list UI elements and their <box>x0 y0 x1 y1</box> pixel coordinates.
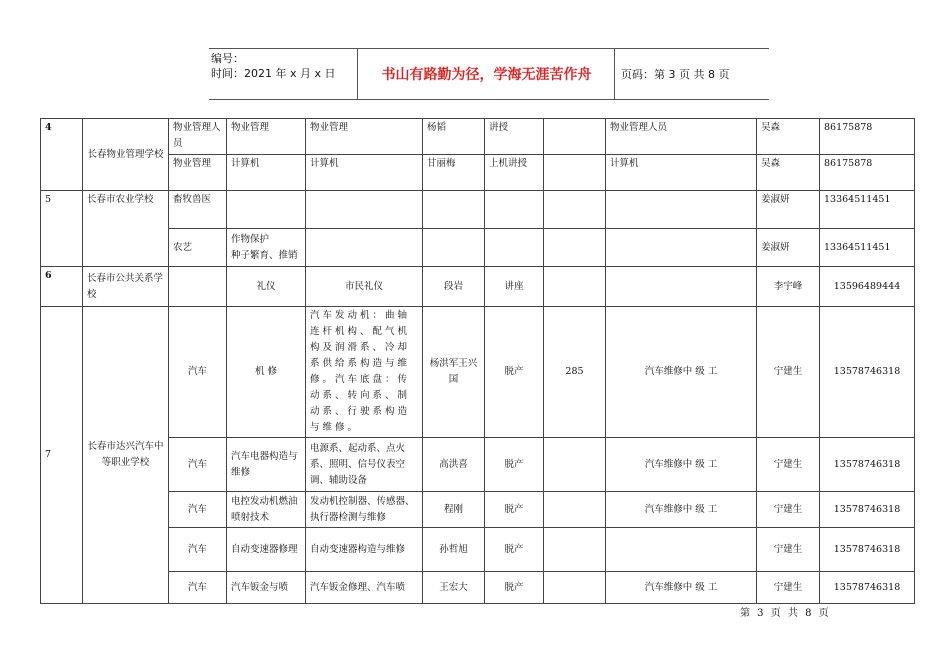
hours-cell <box>544 119 606 155</box>
phone-cell: 86175878 <box>820 155 915 191</box>
method-cell: 讲座 <box>485 267 544 307</box>
row-number: 4 <box>41 119 83 191</box>
cert-cell <box>606 267 757 307</box>
table-row <box>41 267 915 307</box>
contact-cell: 宁建生 <box>757 307 820 438</box>
method-cell: 脱产 <box>485 492 544 528</box>
contact-cell: 姜淑妍 <box>757 229 820 267</box>
table-row <box>41 492 915 528</box>
contact-cell: 宁建生 <box>757 572 820 604</box>
major-cell <box>169 267 227 307</box>
program-cell: 汽车电器构造与维修 <box>227 438 306 492</box>
cert-cell <box>606 229 757 267</box>
cert-cell: 物业管理人员 <box>606 119 757 155</box>
row-number: 6 <box>41 267 83 307</box>
contact-cell: 吴森 <box>757 119 820 155</box>
teacher-cell <box>423 229 485 267</box>
phone-cell: 13578746318 <box>820 307 915 438</box>
teacher-cell: 杨韬 <box>423 119 485 155</box>
program-line: 种子繁育、推销 <box>231 249 298 261</box>
course-cell <box>306 191 423 229</box>
hours-cell <box>544 229 606 267</box>
school-name: 长春市农业学校 <box>83 191 169 267</box>
serial-label: 编号： <box>211 52 244 65</box>
phone-cell: 13364511451 <box>820 191 915 229</box>
teacher-cell: 杨洪军王兴国 <box>423 307 485 438</box>
course-cell: 计算机 <box>306 155 423 191</box>
teacher-cell: 甘丽梅 <box>423 155 485 191</box>
hours-cell <box>544 267 606 307</box>
course-cell: 自动变速器构造与维修 <box>306 528 423 572</box>
course-cell: 汽车发动机：曲轴连杆机构、配气机构及润滑系、冷却系供给系构造与维修。汽车底盘：传动系、转向系、制动系、行驶系构造与维修。 <box>306 307 423 438</box>
program-cell: 物业管理 <box>227 119 306 155</box>
cert-cell <box>606 528 757 572</box>
table-row <box>41 155 915 191</box>
phone-cell: 13578746318 <box>820 572 915 604</box>
contact-cell: 宁建生 <box>757 438 820 492</box>
method-cell: 脱产 <box>485 528 544 572</box>
major-cell: 汽车 <box>169 572 227 604</box>
program-cell: 电控发动机燃油喷射技术 <box>227 492 306 528</box>
course-cell: 发动机控制器、传感器、执行器检测与维修 <box>306 492 423 528</box>
program-cell <box>227 191 306 229</box>
header-page-number: 页码：第 3 页 共 8 页 <box>621 68 730 81</box>
hours-cell <box>544 528 606 572</box>
method-cell <box>485 229 544 267</box>
cert-cell: 汽车维修中 级 工 <box>606 492 757 528</box>
major-cell: 物业管理 <box>169 155 227 191</box>
table-row <box>41 572 915 604</box>
training-table <box>40 118 915 604</box>
major-cell: 汽车 <box>169 307 227 438</box>
time-label: 时间：2021 年 x 月 x 日 <box>211 67 336 80</box>
header-motto: 书山有路勤为径，学海无涯苦作舟 <box>381 67 592 83</box>
program-cell: 机 修 <box>227 307 306 438</box>
major-cell: 汽车 <box>169 528 227 572</box>
teacher-cell: 孙哲旭 <box>423 528 485 572</box>
teacher-cell: 程刚 <box>423 492 485 528</box>
header-divider <box>357 49 358 99</box>
program-cell <box>227 229 306 267</box>
hours-cell <box>544 492 606 528</box>
phone-cell: 13578746318 <box>820 528 915 572</box>
phone-cell: 13578746318 <box>820 492 915 528</box>
page-footer: 第 3 页 共 8 页 <box>740 608 831 619</box>
table-row <box>41 229 915 267</box>
row-number: 5 <box>41 191 83 267</box>
contact-cell: 宁建生 <box>757 492 820 528</box>
phone-cell: 13364511451 <box>820 229 915 267</box>
method-cell <box>485 191 544 229</box>
hours-cell: 285 <box>544 307 606 438</box>
phone-cell: 86175878 <box>820 119 915 155</box>
course-cell: 物业管理 <box>306 119 423 155</box>
program-cell: 礼仪 <box>227 267 306 307</box>
phone-cell: 13596489444 <box>820 267 915 307</box>
table-row <box>41 528 915 572</box>
program-cell: 汽车钣金与喷 <box>227 572 306 604</box>
header-meta <box>211 51 361 81</box>
hours-cell <box>544 572 606 604</box>
contact-cell: 宁建生 <box>757 528 820 572</box>
contact-cell: 吴森 <box>757 155 820 191</box>
school-name: 长春物业管理学校 <box>83 119 169 191</box>
program-cell: 自动变速器修理 <box>227 528 306 572</box>
cert-cell <box>606 191 757 229</box>
contact-cell: 姜淑妍 <box>757 191 820 229</box>
program-line: 作物保护 <box>231 233 270 245</box>
table-row <box>41 438 915 492</box>
page-header <box>209 48 769 100</box>
row-number: 7 <box>41 307 83 604</box>
school-name: 长春市达兴汽车中等职业学校 <box>83 307 169 604</box>
method-cell: 脱产 <box>485 438 544 492</box>
cert-cell: 计算机 <box>606 155 757 191</box>
hours-cell <box>544 191 606 229</box>
teacher-cell: 王宏大 <box>423 572 485 604</box>
header-divider <box>614 49 615 99</box>
major-cell: 农艺 <box>169 229 227 267</box>
cert-cell: 汽车维修中 级 工 <box>606 572 757 604</box>
course-cell: 电源系、起动系、点火系、照明、信号仪表空调、辅助设备 <box>306 438 423 492</box>
hours-cell <box>544 155 606 191</box>
program-cell: 计算机 <box>227 155 306 191</box>
cert-cell: 汽车维修中 级 工 <box>606 438 757 492</box>
teacher-cell: 段岩 <box>423 267 485 307</box>
method-cell: 讲授 <box>485 119 544 155</box>
method-cell: 脱产 <box>485 307 544 438</box>
course-cell: 汽车钣金修理、汽车喷 <box>306 572 423 604</box>
teacher-cell <box>423 191 485 229</box>
table-row <box>41 191 915 229</box>
teacher-cell: 高洪喜 <box>423 438 485 492</box>
major-cell: 汽车 <box>169 438 227 492</box>
method-cell: 脱产 <box>485 572 544 604</box>
contact-cell: 李宇峰 <box>757 267 820 307</box>
major-cell: 汽车 <box>169 492 227 528</box>
course-cell <box>306 229 423 267</box>
major-cell: 物业管理人员 <box>169 119 227 155</box>
table-row <box>41 119 915 155</box>
school-name: 长春市公共关系学校 <box>83 267 169 307</box>
cert-cell: 汽车维修中 级 工 <box>606 307 757 438</box>
method-cell: 上机讲授 <box>485 155 544 191</box>
course-cell: 市民礼仪 <box>306 267 423 307</box>
phone-cell: 13578746318 <box>820 438 915 492</box>
hours-cell <box>544 438 606 492</box>
table-row <box>41 307 915 438</box>
major-cell: 畜牧兽医 <box>169 191 227 229</box>
